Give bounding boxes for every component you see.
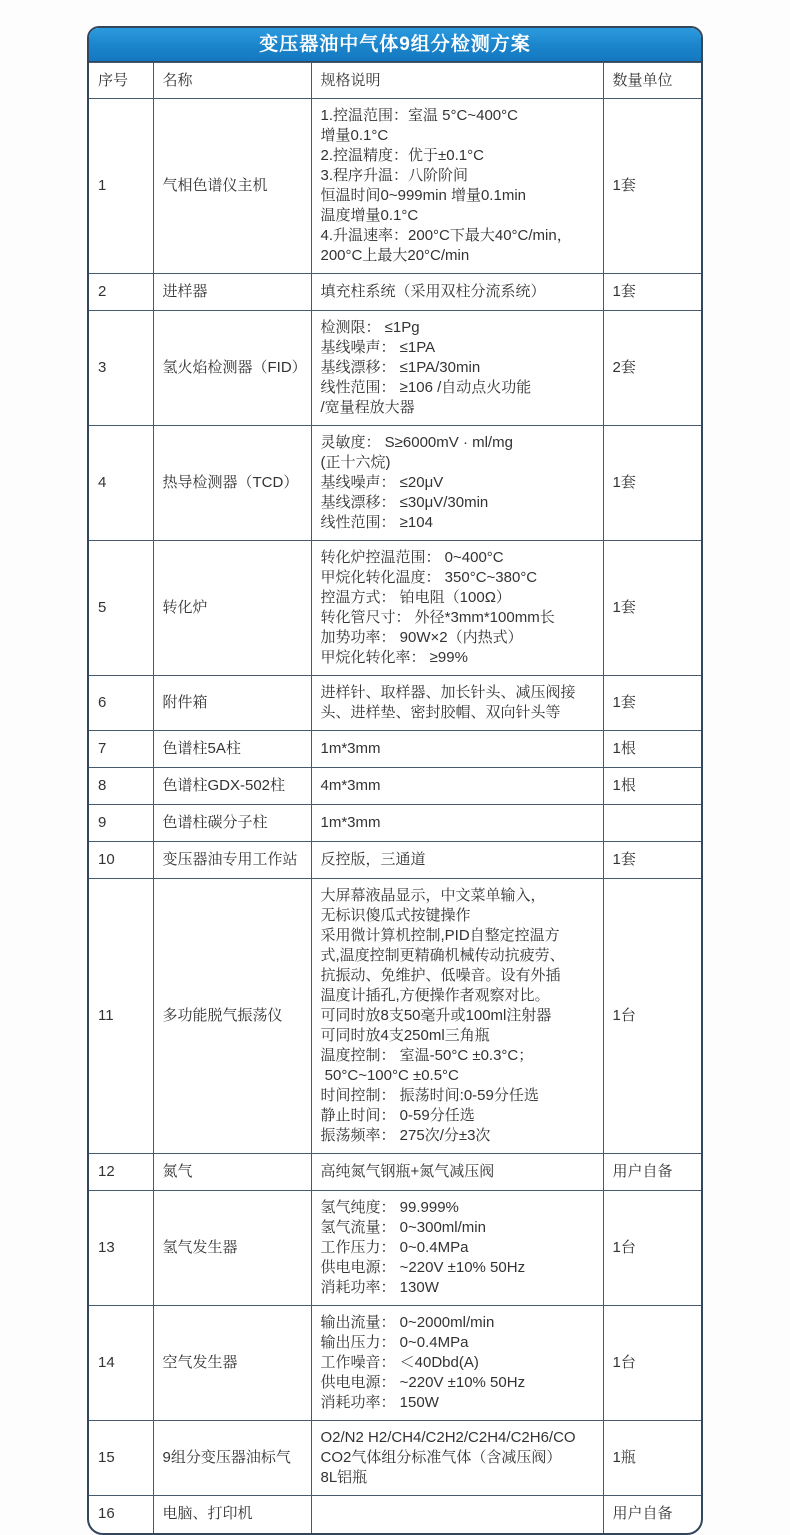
row-no: 9: [89, 805, 153, 842]
row-name: 空气发生器: [153, 1306, 311, 1421]
spec-line: 温度增量0.1°C: [320, 207, 419, 224]
row-spec: [311, 805, 603, 842]
table-row: [89, 805, 701, 842]
spec-line: 工作压力： 0~0.4MPa: [320, 1239, 469, 1256]
row-name: 附件箱: [153, 676, 311, 731]
spec-line: 2.控温精度：优于±0.1°C: [320, 147, 484, 164]
spec-line: 供电电源： ~220V ±10% 50Hz: [320, 1374, 526, 1391]
table-row: [89, 879, 701, 1154]
row-name: 热导检测器（TCD）: [153, 426, 311, 541]
spec-line: 氢气流量： 0~300ml/min: [320, 1219, 486, 1236]
spec-line: 4m*3mm: [320, 777, 381, 794]
spec-line: 检测限： ≤1Pg: [320, 319, 420, 336]
row-no: 11: [89, 879, 153, 1154]
spec-line: 线性范围： ≥106 /自动点火功能: [320, 379, 532, 396]
spec-line: 1m*3mm: [320, 740, 381, 757]
spec-line: 输出压力： 0~0.4MPa: [320, 1334, 469, 1351]
spec-line: 温度计插孔,方便操作者观察对比。: [320, 987, 550, 1004]
spec-line: 3.程序升温：八阶阶间: [320, 167, 469, 184]
row-name: 进样器: [153, 274, 311, 311]
spec-line: 增量0.1°C: [320, 127, 389, 144]
row-no: 5: [89, 541, 153, 676]
header-row: [89, 63, 701, 99]
spec-line: 大屏幕液晶显示，中文菜单输入，: [320, 887, 546, 904]
row-no: 8: [89, 768, 153, 805]
row-spec: [311, 1421, 603, 1496]
row-spec: [311, 1496, 603, 1533]
row-name: 色谱柱GDX-502柱: [153, 768, 311, 805]
spec-line: 时间控制： 振荡时间:0-59分任选: [320, 1087, 539, 1104]
row-qty: 1套: [603, 842, 701, 879]
row-qty: [603, 805, 701, 842]
row-no: 10: [89, 842, 153, 879]
spec-line: 4.升温速率：200°C下最大40°C/min，: [320, 227, 572, 244]
row-name: 气相色谱仪主机: [153, 99, 311, 274]
row-name: 9组分变压器油标气: [153, 1421, 311, 1496]
table-row: [89, 1154, 701, 1191]
row-name: 色谱柱5A柱: [153, 731, 311, 768]
spec-sheet: [87, 26, 703, 1535]
spec-line: 加势功率： 90W×2（内热式）: [320, 629, 523, 646]
row-spec: [311, 731, 603, 768]
table-row: [89, 676, 701, 731]
row-name: 电脑、打印机: [153, 1496, 311, 1533]
spec-line: 200°C上最大20°C/min: [320, 247, 470, 264]
table-row: [89, 768, 701, 805]
row-qty: 1套: [603, 676, 701, 731]
column-header-qty: 数量单位: [603, 63, 701, 99]
table-row: [89, 541, 701, 676]
row-qty: 1套: [603, 274, 701, 311]
row-no: 12: [89, 1154, 153, 1191]
spec-line: 抗振动、免维护、低噪音。设有外插: [320, 967, 561, 984]
spec-line: 输出流量： 0~2000ml/min: [320, 1314, 495, 1331]
spec-line: 50°C~100°C ±0.5°C: [320, 1067, 459, 1084]
table-row: [89, 99, 701, 274]
spec-line: CO2气体组分标准气体（含减压阀）: [320, 1449, 562, 1466]
row-no: 4: [89, 426, 153, 541]
spec-line: 基线噪声： ≤20μV: [320, 474, 444, 491]
row-no: 6: [89, 676, 153, 731]
table-header: [89, 63, 701, 99]
spec-line: 进样针、取样器、加长针头、减压阀接头、进样垫、密封胶帽、双向针头等: [320, 684, 576, 721]
spec-line: 基线漂移： ≤1PA/30min: [320, 359, 481, 376]
spec-line: O2/N2 H2/CH4/C2H2/C2H4/C2H6/CO: [320, 1429, 576, 1446]
row-no: 16: [89, 1496, 153, 1533]
spec-line: 振荡频率： 275次/分±3次: [320, 1127, 491, 1144]
spec-line: 填充柱系统（采用双柱分流系统）: [320, 283, 546, 300]
spec-line: 线性范围： ≥104: [320, 514, 433, 531]
spec-line: 基线噪声： ≤1PA: [320, 339, 436, 356]
row-spec: [311, 1191, 603, 1306]
table-row: [89, 1191, 701, 1306]
table-row: [89, 311, 701, 426]
spec-line: 甲烷化转化温度： 350°C~380°C: [320, 569, 538, 586]
row-qty: 1瓶: [603, 1421, 701, 1496]
table-row: [89, 842, 701, 879]
row-no: 14: [89, 1306, 153, 1421]
column-header-name: 名称: [153, 63, 311, 99]
row-qty: 用户自备: [603, 1496, 701, 1533]
row-name: 转化炉: [153, 541, 311, 676]
spec-line: 式,温度控制更精确机械传动抗疲劳、: [320, 947, 565, 964]
row-qty: 1套: [603, 541, 701, 676]
row-no: 3: [89, 311, 153, 426]
table-row: [89, 1306, 701, 1421]
spec-line: (正十六烷): [320, 454, 391, 471]
row-spec: [311, 842, 603, 879]
spec-line: 控温方式： 铂电阻（100Ω）: [320, 589, 511, 606]
spec-line: 无标识傻瓜式按键操作: [320, 907, 471, 924]
row-qty: 1根: [603, 731, 701, 768]
row-no: 15: [89, 1421, 153, 1496]
row-no: 7: [89, 731, 153, 768]
table-row: [89, 274, 701, 311]
spec-line: 基线漂移： ≤30μV/30min: [320, 494, 489, 511]
row-spec: [311, 311, 603, 426]
column-header-no: 序号: [89, 63, 153, 99]
spec-line: 高纯氮气钢瓶+氮气减压阀: [320, 1163, 495, 1180]
spec-line: 消耗功率： 130W: [320, 1279, 439, 1296]
spec-line: 氢气纯度： 99.999%: [320, 1199, 459, 1216]
row-qty: 1台: [603, 1191, 701, 1306]
spec-line: 采用微计算机控制,PID自整定控温方: [320, 927, 560, 944]
row-qty: 1根: [603, 768, 701, 805]
table-row: [89, 426, 701, 541]
table-row: [89, 1496, 701, 1533]
spec-line: 1m*3mm: [320, 814, 381, 831]
spec-line: 供电电源： ~220V ±10% 50Hz: [320, 1259, 526, 1276]
row-name: 氮气: [153, 1154, 311, 1191]
row-spec: [311, 879, 603, 1154]
spec-table: [89, 62, 701, 1533]
row-qty: 1台: [603, 1306, 701, 1421]
spec-line: 甲烷化转化率： ≥99%: [320, 649, 468, 666]
row-spec: [311, 1306, 603, 1421]
row-spec: [311, 426, 603, 541]
row-spec: [311, 99, 603, 274]
row-spec: [311, 541, 603, 676]
row-name: 氢气发生器: [153, 1191, 311, 1306]
spec-line: 工作噪音： ＜40Dbd(A): [320, 1354, 479, 1371]
spec-line: 转化管尺寸： 外径*3mm*100mm长: [320, 609, 555, 626]
spec-line: 8L铝瓶: [320, 1469, 368, 1486]
sheet-title: 变压器油中气体9组分检测方案: [89, 28, 701, 62]
spec-line: 转化炉控温范围： 0~400°C: [320, 549, 504, 566]
table-row: [89, 1421, 701, 1496]
spec-line: 静止时间： 0-59分任选: [320, 1107, 475, 1124]
spec-line: 消耗功率： 150W: [320, 1394, 439, 1411]
spec-line: 反控版，三通道: [320, 851, 426, 868]
table-body: [89, 99, 701, 1533]
column-header-spec: 规格说明: [311, 63, 603, 99]
row-name: 色谱柱碳分子柱: [153, 805, 311, 842]
spec-line: 可同时放4支250ml三角瓶: [320, 1027, 490, 1044]
row-spec: [311, 768, 603, 805]
row-spec: [311, 1154, 603, 1191]
spec-line: /宽量程放大器: [320, 399, 415, 416]
row-name: 氢火焰检测器（FID）: [153, 311, 311, 426]
row-qty: 1台: [603, 879, 701, 1154]
spec-line: 可同时放8支50毫升或100ml注射器: [320, 1007, 552, 1024]
row-qty: 1套: [603, 426, 701, 541]
row-no: 1: [89, 99, 153, 274]
row-qty: 2套: [603, 311, 701, 426]
row-no: 13: [89, 1191, 153, 1306]
spec-line: 灵敏度： S≥6000mV · ml/mg: [320, 434, 513, 451]
row-no: 2: [89, 274, 153, 311]
row-name: 多功能脱气振荡仪: [153, 879, 311, 1154]
row-name: 变压器油专用工作站: [153, 842, 311, 879]
table-row: [89, 731, 701, 768]
spec-line: 1.控温范围：室温 5°C~400°C: [320, 107, 518, 124]
row-spec: [311, 274, 603, 311]
spec-line: 温度控制： 室温-50°C ±0.3°C；: [320, 1047, 534, 1064]
spec-line: 恒温时间0~999min 增量0.1min: [320, 187, 526, 204]
row-spec: [311, 676, 603, 731]
row-qty: 用户自备: [603, 1154, 701, 1191]
row-qty: 1套: [603, 99, 701, 274]
